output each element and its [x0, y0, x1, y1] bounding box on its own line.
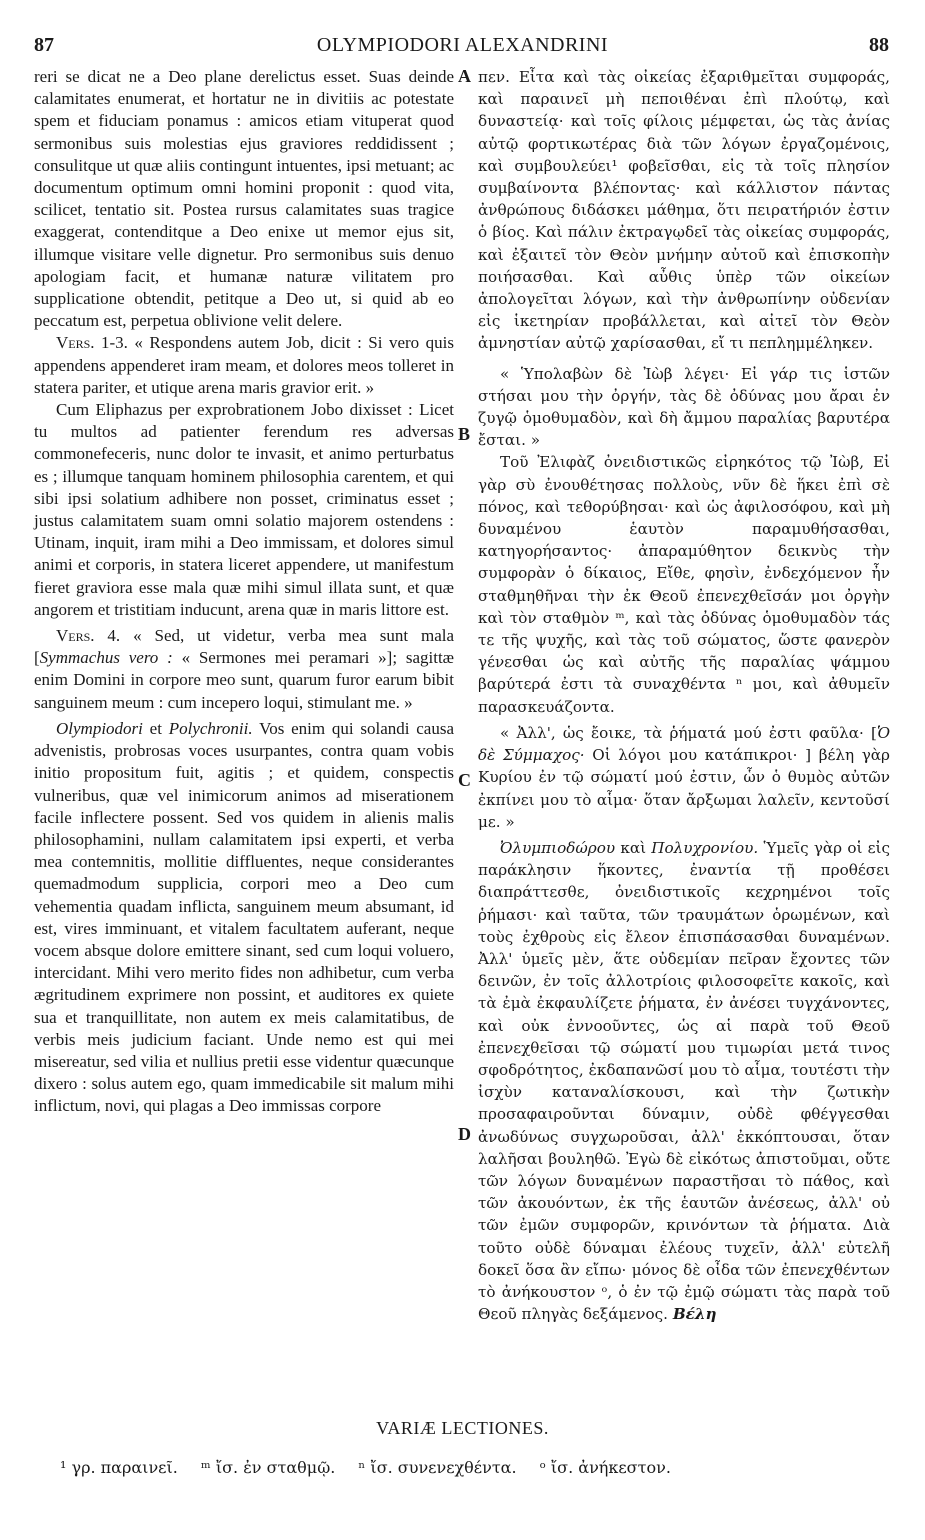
verse-text: « Sed, ut videtur, verba mea sunt mala [ [34, 626, 455, 668]
latin-paragraph: reri se dicat ne a Deo plane derelictus esset. Suas deinde calamitates enumerat, et hortatur ne in divitiis ac potestate spem et fiduciam ponamus : amicos etiam vituperat quod sermonibus suis molestias ejus graviores reddidissent ; consulitque ut quæ aliis contingunt intuentes, ipsi metuant; ac documentum optimum omni homini proponit : quod vita, scilicet, tentatio sit. Postea rursus calamitates suas tragice exaggerat, contenditque a Deo enixe ut memor ejus sit, illumque visitare velle dignetur. Pro sermonibus suis denuo apologiam facit, et humanæ naturæ vilitatem pro supplicatione obtendit, petitque a Deo ut, si quid ab eo peccatum est, perpetua oblivione velit delere. [34, 67, 454, 331]
verse-text: « Respondens autem Job, dicit : Si vero quis appendens appenderet iram meam, et dolores meos tolleret in statera pariter, et utique arena maris gravior erit. » [34, 333, 454, 397]
conjunction: et [149, 718, 162, 738]
latin-verse-4 [34, 625, 454, 714]
author-name: Olympiodori [56, 718, 143, 738]
author-name: Ὀλυμπιοδώρου [500, 838, 616, 857]
commentary-text: Ὑμεῖς γὰρ οἱ εἰς παράκλησιν ἥκοντες, ἐναντία τῇ προθέσει διαπράττεσθε, ὀνειδιστικοῖς κεχρημένοι τοῖς ῥήμασι· καὶ ταῦτα, τῶν τραυμάτων ὁρωμένων, καὶ τοὺς ἐχθροὺς εἰς ἔλεον ἐπισπάσασθαι δυναμένων. Ἀλλ' ὑμεῖς μὲν, ἅτε οὐδεμίαν πεῖραν ἔχοντες τῶν δεινῶν, ἐν τοῖς ἀλλοτρίοις φιλοσοφεῖτε κακοῖς, καὶ τὰ ἐμὰ ἐκφαυλίζετε ῥήματα, ἐν ἀνέσει τυγχάνοντες, καὶ οὐκ ἐννοοῦντες, ὡς αἱ παρὰ τοῦ Θεοῦ ἐπενεχθεῖσαι τῷ σώματί μου τιμωρίαι μετά τινος σφοδρότητος, ἐκδαπανῶσί μου τὸ αἷμα, τουτέστι τὴν ἰσχὺν καταναλίσκουσι, καὶ τὴν ζωτικὴν προσαφαιροῦνται δύναμιν, οὐδὲ φθέγγεσθαι ἀνωδύνως συγχωροῦσαι, ἀλλ' ἐκκόπτουσαι, ὅταν λαλῆσαι βουληθῶ. Ἐγὼ δὲ εἰκότως ἀπιστοῦμαι, οὔτε τῶν λόγων δυναμένων παραστῆσαι τὸ πάθος, καὶ τῶν ἀκουόντων, ἐκ τῆς ἑαυτῶν ἀνέσεως, ἀλλ' οὐ τῶν ἐμῶν συμφορῶν, κρινόντων τὰ ῥήματα. Διὰ τοῦτο οὐδὲ δύναμαι ἐλέους τυχεῖν, ἀλλ' εὐτελῆ δοκεῖ ὅσα ἂν εἴπω· μόνος δὲ οἶδα τῶν ἐπενεχθέντων τὸ ἀνήκουστον ᵒ, ὁ ἐν τῷ ἐμῷ σώματι τὰς παρὰ τοῦ Θεοῦ πληγὰς δεξάμενος. [478, 838, 891, 1324]
latin-commentary [34, 718, 454, 1118]
greek-paragraph: πεν. Εἶτα καὶ τὰς οἰκείας ἐξαριθμεῖται συμφοράς, καὶ παραινεῖ μὴ πεποιθέναι ἐπὶ πλούτῳ, καὶ δυναστείᾳ· καὶ τοῖς φίλοις μέμφεται, ὡς τὰς ἀνίας αὐτῷ φορτικωτέρας διὰ τῶν λόγων ἐργαζομένοις, καὶ συμβουλεύει¹ φοβεῖσθαι, εἰς τὰ τοῖς πλησίον συμβαίνοντα βλέποντας· καὶ κάλλιστον πάντας ἀνθρώπους διδάσκει μάθημα, ὅτι πειρατήριόν ἐστιν ὁ βίος. Καὶ πάλιν ἐκτραγῳδεῖ τὰς οἰκείας συμφοράς, καὶ ἐξαιτεῖ τὸν Θεὸν μνήμην αὐτοῦ καὶ ἐπισκοπὴν ποιήσασθαι. Καὶ αὖθις ὑπὲρ τῶν οἰκείων ἀπολογεῖται λόγων, καὶ τὴν ἀνθρωπίνην οὐδενίαν εἰς ἱκετηρίαν προβάλλεται, καὶ αἰτεῖ τὸν Θεὸν ἀμνηστίαν αὐτῷ χαρίσασθαι, εἴ τι πεπλημμέληκεν. [478, 68, 890, 353]
running-title: OLYMPIODORI ALEXANDRINI [316, 34, 609, 56]
margin-marker-d: D [458, 1124, 471, 1144]
verse-text: Οἱ λόγοι μου κατάπικροι· ] βέλη γὰρ Κυρίου ἐν τῷ σώματί μού ἐστιν, ὧν ὁ θυμὸς αὐτῶν ἐκπίνει μου τὸ αἷμα· ὅταν ἄρξωμαι λαλεῖν, κεντοῦσί με. » [478, 746, 890, 831]
greek-commentary [478, 837, 890, 1325]
variant-reading: ⁿ ἴσ. συνενεχθέντα. [358, 1458, 517, 1477]
greek-verse-1-3: « Ὑπολαβὼν δὲ Ἰὼβ λέγει· Εἰ γάρ τις ἱστῶν στήσαι μου τὴν ὀργήν, τὰς δὲ ὀδύνας μου ἄραι ἐν ζυγῷ ὁμοθυμαδὸν, καὶ δὴ ἄμμου παραλίας βαρυτέρα ἔσται. » [478, 364, 890, 450]
verse-text: « Sermones mei peramari »]; sagittæ enim Domini in corpore meo sunt, quarum furor earum bibit sanguinem meum : cum incepero loqui, stimulant me. » [34, 648, 455, 712]
commentary-text: Vos enim qui solandi causa advenistis, probrosas voces usurpantes, contra quam vobis initio propositum fuit, agitis ; et quidem, conspectis vulneribus, quæ vel inimicorum animos ad miserationem facile inflectere possent. Sed vos quidem in alienis malis philosophamini, nullam calamitatem ipsi experti, et verba mea contemnitis, mollitie diffluentes, neque considerantes quemadmodum supplicia, corpori meo a Deo cum vehementia quadam inflicta, sanguinem meum absumant, id est, vires imminuant, et vitalem facultatem auferant, neque vocem absque dolore emittere sinant, sed cum loqui voluero, intercidant. Mihi vero merito fides non adhibetur, cum verba ægritudinem exprimere non possint, et auditores ex quiete sua et tranquillitate, non autem ex meis calamitatibus, de verbis meis judicium faciant. Unde nemo est qui mei misereatur, sed vilia et nullius pretii esse videntur quæcunque dixero : solus autem ego, quam immedicabile sit malum mihi inflictum, novi, qui plagas a Deo immissas corpore [34, 718, 455, 1116]
author-name: Πολυχρονίου. [651, 838, 759, 857]
verse-label: Vers. 1-3. [56, 333, 128, 353]
variae-lectiones-heading: VARIÆ LECTIONES. [376, 1418, 549, 1438]
page-header [0, 34, 925, 64]
latin-paragraph: Cum Eliphazus per exprobrationem Jobo dixisset : Licet tu multos ad patienter ferendum res adversas commonefeceris, nunc dolor te invasit, et animo perturbatus es ; illumque tanquam hominem philosophia carentem, et qui sibi ipsi solatium adhibere non posset, criminatus esset ; justus calamitatem suam omni solatio majorem ostendens : Utinam, inquit, iram mihi a Deo immissam, et dolores simul animi et corporis, in statera liceret appendere, ut manifestum fieret graviora esse mala quæ mihi simul illata sunt, et quæ angorem et tristitiam inducunt, arena quæ in maris littore est. [34, 400, 454, 619]
margin-marker-b: B [458, 424, 471, 444]
verse-label: Vers. 4. [56, 626, 121, 646]
latin-verse-1-3 [34, 332, 454, 399]
greek-verse-4 [478, 722, 890, 833]
variant-reading: ᵐ ἴσ. ἐν σταθμῷ. [200, 1458, 336, 1477]
symmachus-label: Ὁ δὲ Σύμμαχος· [478, 723, 890, 765]
symmachus-label: Symmachus vero : [39, 648, 173, 668]
margin-marker-c: C [458, 770, 471, 790]
conjunction: καὶ [620, 838, 647, 857]
latin-column [34, 66, 454, 1118]
variant-reading: ¹ γρ. παραινεῖ. [60, 1458, 178, 1477]
page-number-right: 88 [869, 34, 889, 56]
greek-paragraph: Τοῦ Ἐλιφὰζ ὀνειδιστικῶς εἰρηκότος τῷ Ἰὼβ, Εἰ γὰρ σὺ ἐνουθέτησας πολλοὺς, νῦν δὲ ἥκει ἐπὶ σὲ πόνος, καὶ τεθορύβησαι· καὶ ὡς ἀφιλοσόφου, καὶ μὴ δυναμένου ἑαυτὸν παραμυθήσασθαι, κατηγορήσαντος· ἀπαραμύθητον δεικνὺς τὴν συμφορὰν ὁ δίκαιος, Εἴθε, φησὶν, ἐνδεχόμενον ἦν σταθμηθῆναι τὴν ἐκ Θεοῦ ἐπενεχθεῖσάν μοι ὀργὴν καὶ τὸν σταθμὸν ᵐ, καὶ τὰς ὀδύνας ὁμοθυμαδὸν τάς τε τῆς ψυχῆς, καὶ τὰς τοῦ σώματος, ὥστε φανερὸν γένεσθαι ὡς καὶ αὐτῆς τῆς παραλίας ψάμμου βαρύτερά ἐστι τὰ συναχθέντα ⁿ μοι, καὶ ἀθυμεῖν παρασκευάζοντα. [478, 453, 890, 716]
continuation-word: Βέλη [672, 1305, 717, 1324]
variae-lectiones-list [60, 1458, 880, 1477]
author-name: Polychronii. [168, 718, 253, 738]
margin-marker-a: A [458, 66, 471, 86]
verse-text: « Ἀλλ', ὡς ἔοικε, τὰ ῥήματά μού ἐστι φαῦλα· [ [500, 723, 877, 742]
variant-reading: ᵒ ἴσ. ἀνήκεστον. [539, 1458, 671, 1477]
greek-column [478, 66, 890, 1325]
page-number-left: 87 [34, 34, 54, 56]
